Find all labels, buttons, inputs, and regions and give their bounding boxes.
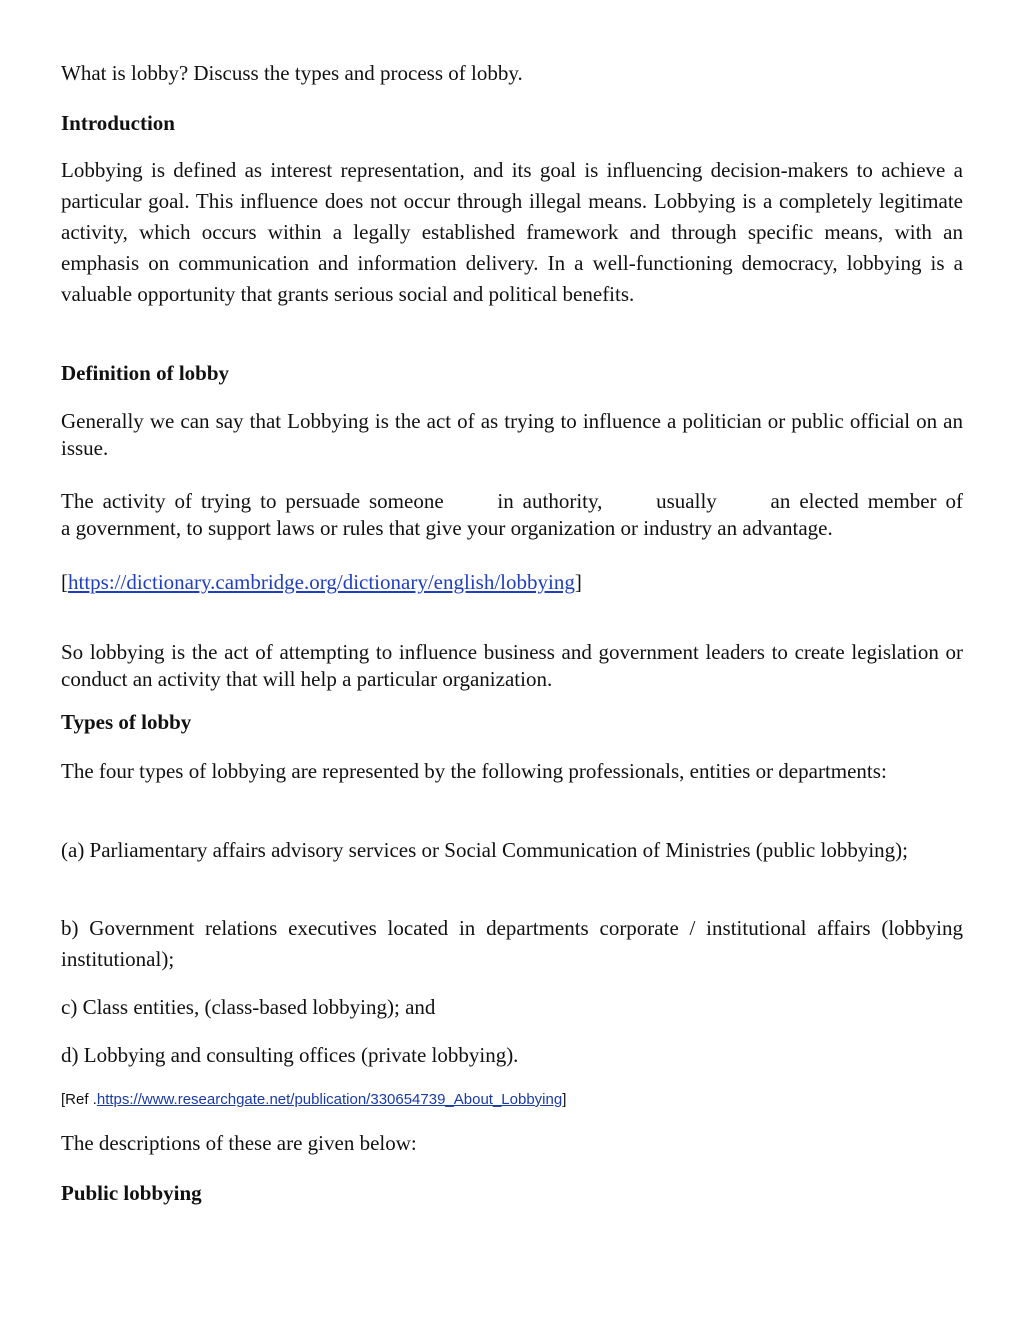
definition-paragraph-2-line-1: The activity of trying to persuade someone in authority, usually an elected member of [61, 489, 963, 513]
introduction-body: Lobbying is defined as interest representation, and its goal is influencing decision-makers to achieve a particular goal. This influence does not occur through illegal means. Lobbying is a completely legitimate activity, which occurs within a legally established framework and through specific means, with an emphasis on communication and information delivery. In a well-functioning democracy, lobbying is a valuable opportunity that grants serious social and political benefits. [61, 158, 963, 306]
cambridge-reference [61, 567, 582, 598]
descriptions-intro: The descriptions of these are given below: [61, 1131, 417, 1155]
researchgate-ref-prefix: [Ref . [61, 1091, 97, 1108]
types-item-d: d) Lobbying and consulting offices (private lobbying). [61, 1043, 519, 1067]
types-item-a: (a) Parliamentary affairs advisory services or Social Communication of Ministries (public lobbying); [61, 838, 908, 862]
types-heading: Types of lobby [61, 710, 192, 734]
definition-paragraph-3: So lobbying is the act of attempting to influence business and government leaders to create legislation or conduct an activity that will help a particular organization. [61, 640, 963, 691]
definition-paragraph-1: Generally we can say that Lobbying is the act of as trying to influence a politician or public official on an issue. [61, 409, 963, 460]
public-lobbying-heading: Public lobbying [61, 1181, 202, 1205]
introduction-heading: Introduction [61, 111, 175, 135]
researchgate-link[interactable]: https://www.researchgate.net/publication/330654739_About_Lobbying [96, 1091, 563, 1108]
cambridge-dictionary-link[interactable]: https://dictionary.cambridge.org/dictionary/english/lobbying [68, 570, 575, 594]
definition-paragraph-2-line-2: a government, to support laws or rules that give your organization or industry an advantage. [61, 516, 833, 540]
types-item-c: c) Class entities, (class-based lobbying); and [61, 995, 436, 1019]
types-item-b: b) Government relations executives located in departments corporate / institutional affairs (lobbying institutional); [61, 916, 963, 971]
definition-heading: Definition of lobby [61, 361, 230, 385]
types-intro: The four types of lobbying are represented by the following professionals, entities or departments: [61, 759, 887, 783]
researchgate-reference [61, 1090, 566, 1110]
cambridge-ref-open: [ [61, 570, 68, 594]
question-title: What is lobby? Discuss the types and process of lobby. [61, 61, 523, 85]
researchgate-ref-close: ] [562, 1091, 567, 1108]
cambridge-ref-close: ] [574, 570, 582, 594]
